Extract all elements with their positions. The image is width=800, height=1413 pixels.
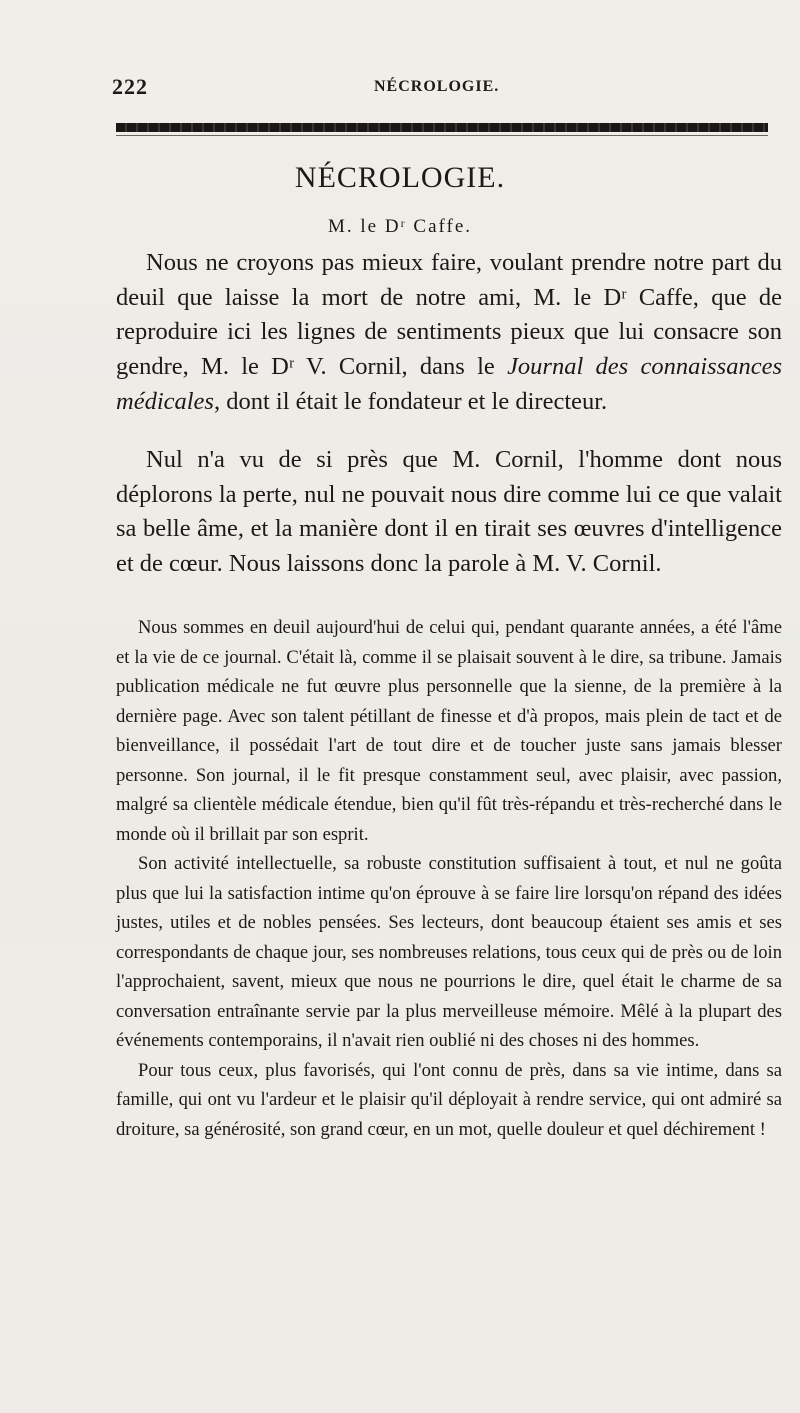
page-number: 222 [112, 74, 148, 99]
rule-underline [116, 135, 768, 136]
intro-paragraph-start: Nous ne croyons pas mieux faire, voulant prendre notre part du deuil que laisse la mort de notre ami, M. le Dʳ Caffe, que de reproduire ici les lignes de sentiments pieux que lui consacre son gendre, M. le Dʳ V. Cornil, dans le [116, 249, 782, 381]
quote-paragraph-1: Nous sommes en deuil aujourd'hui de celui qui, pendant quarante années, a été l'âme et la vie de ce journal. C'était là, comme il se plaisait souvent à le dire, sa tribune. Jamais publication médicale ne fut œuvre plus personnelle que la sienne, de la première à la dernière page. Avec son talent pétillant de finesse et d'à propos, mais plein de tact et de bienveillance, il possédait l'art de tout dire et de toucher juste sans jamais blesser personne. Son journal, il le fit presque constamment seul, avec plaisir, avec passion, malgré sa clientèle médicale étendue, bien qu'il fût très-répandu et très-recherché dans le monde où il brillait par son esprit. [116, 617, 782, 845]
intro-paragraph [116, 246, 782, 420]
journal-title: Journal des connaissances médicales [116, 353, 782, 415]
page-header [112, 74, 772, 108]
quoted-text [116, 613, 782, 1144]
intro-text-2 [116, 443, 782, 582]
obituary-subject: M. le Dʳ Caffe. [327, 216, 473, 237]
running-head: NÉCROLOGIE. [374, 78, 500, 95]
section-title: NÉCROLOGIE. [294, 161, 506, 194]
quote-paragraph-2: Son activité intellectuelle, sa robuste constitution suffisaient à tout, et nul ne goûta plus que lui la satisfaction intime qu'on éprouve à se faire lire lorsqu'on répand des idées justes, utiles et de nobles pensées. Ses lecteurs, dont beaucoup étaient ses amis et ses correspondants de chaque jour, ses nombreuses relations, tous ceux qui de près ou de loin l'approchaient, savent, mieux que nous ne pourrions le dire, quel était le charme de sa conversation entraînante servie par la plus merveilleuse mémoire. Mêlé à la plupart des événements contemporains, il n'avait rien oublié ni des choses ni des hommes. [116, 853, 782, 1051]
ornamental-rule [116, 123, 768, 132]
second-paragraph: Nul n'a vu de si près que M. Cornil, l'homme dont nous déplorons la perte, nul ne pouvait nous dire comme lui ce que valait sa belle âme, et la manière dont il en tirait ses œuvres d'intelligence et de cœur. Nous laissons donc la parole à M. V. Cornil. [116, 446, 782, 578]
intro-paragraph-end: , dont il était le fondateur et le directeur. [213, 387, 608, 415]
quote-paragraph-3: Pour tous ceux, plus favorisés, qui l'ont connu de près, dans sa vie intime, dans sa famille, qui ont vu l'ardeur et le plaisir qu'il déployait à rendre service, qui ont admiré sa droiture, sa générosité, son grand cœur, en un mot, quelle douleur et quel déchirement ! [116, 1059, 782, 1140]
intro-text [116, 246, 782, 420]
